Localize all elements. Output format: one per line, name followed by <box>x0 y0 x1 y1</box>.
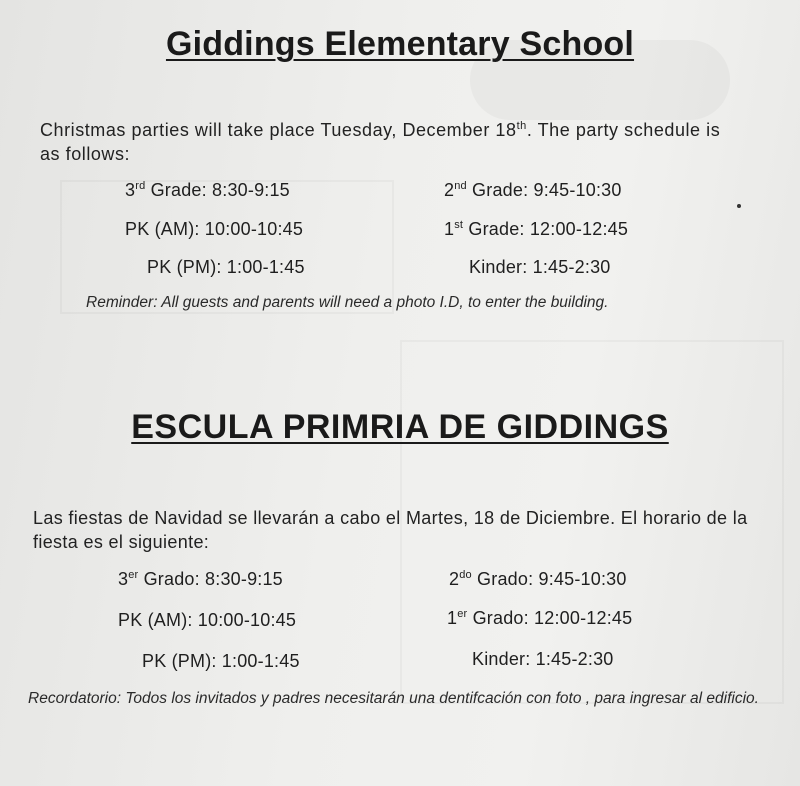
reminder-spanish: Recordatorio: Todos los invitados y padres necesitarán una dentifcación con foto , para ingresar al edificio. <box>28 690 759 707</box>
stray-mark <box>737 204 741 208</box>
page-title-spanish: ESCULA PRIMRIA DE GIDDINGS <box>131 408 669 446</box>
schedule-slot-pk-pm-es: PK (PM): 1:00-1:45 <box>142 651 300 671</box>
page-title-english: Giddings Elementary School <box>165 25 635 63</box>
schedule-slot-pk-am-es: PK (AM): 10:00-10:45 <box>118 610 297 630</box>
intro-english <box>40 118 740 166</box>
reminder-english: Reminder: All guests and parents will need a photo I.D, to enter the building. <box>86 294 609 311</box>
schedule-slot-3rd-grade: 3rd Grade: 8:30-9:15 <box>125 180 290 200</box>
intro-spanish: Las fiestas de Navidad se llevarán a cabo el Martes, 18 de Diciembre. El horario de la fiesta es el siguiente: <box>33 508 748 552</box>
schedule-slot-2do-grado: $2^{do}$ Grado: 9:45-10:30 <box>449 569 627 589</box>
schedule-slot-pk-pm: PK (PM): 1:00-1:45 <box>147 257 305 277</box>
schedule-slot-3er-grado: 3er Grado: 8:30-9:15 <box>118 569 283 589</box>
schedule-slot-1st-grade: 1st Grade: 12:00-12:45 <box>444 219 629 239</box>
schedule-slot-2nd-grade: 2nd Grade: 9:45-10:30 <box>444 180 622 200</box>
schedule-slot-1er-grado: 1er Grado: 12:00-12:45 <box>447 608 633 628</box>
schedule-slot-pk-am: PK (AM): 10:00-10:45 <box>125 219 304 239</box>
schedule-slot-kinder: Kinder: 1:45-2:30 <box>469 257 611 277</box>
schedule-slot-kinder-es: Kinder: 1:45-2:30 <box>472 649 614 669</box>
intro-text-english: Christmas parties will take place Tuesday, December 18th. The party schedule is as follows: <box>40 120 721 164</box>
ordinal-suffix: th <box>516 120 527 132</box>
